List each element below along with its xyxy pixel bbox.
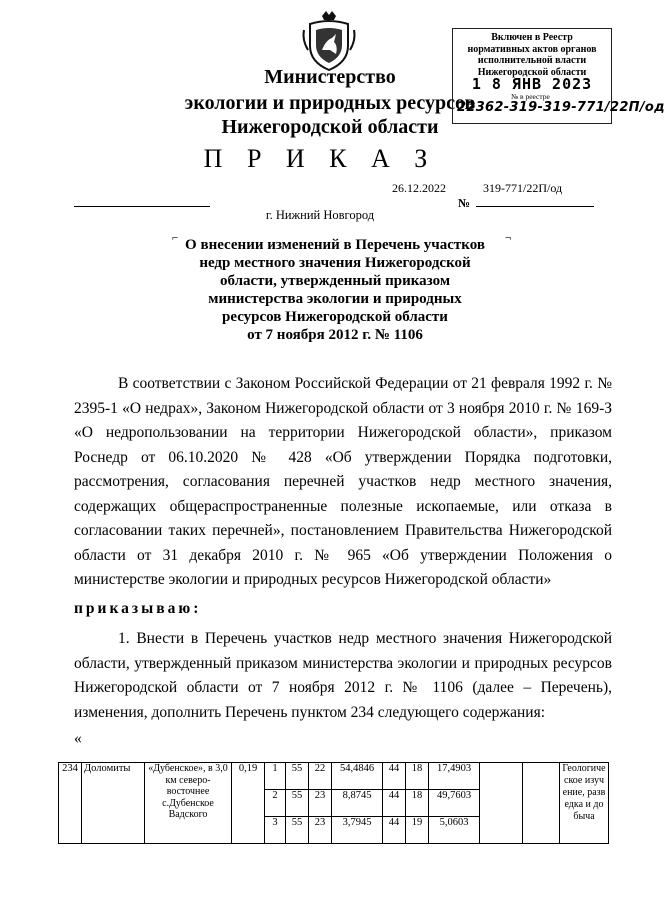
lat-minutes: 22 bbox=[309, 763, 332, 790]
title-line2: недр местного значения Нижегородской bbox=[199, 255, 471, 271]
table-row bbox=[59, 763, 609, 790]
lon-minutes: 18 bbox=[406, 790, 429, 817]
date-underline-left bbox=[74, 206, 210, 207]
order-date: 26.12.2022 bbox=[392, 181, 446, 195]
title-corner-right: ¬ bbox=[505, 232, 512, 244]
document-body bbox=[74, 372, 612, 752]
number-underline bbox=[476, 206, 594, 207]
order-number: 319-771/22П/од bbox=[483, 181, 563, 195]
ministry-name-line3: Нижегородской области bbox=[221, 116, 439, 138]
lon-degrees: 44 bbox=[383, 763, 406, 790]
ministry-name-line2: экологии и природных ресурсов bbox=[184, 92, 476, 114]
mineral-type: Доломиты bbox=[82, 763, 145, 844]
quote-open: « bbox=[74, 730, 82, 747]
lat-degrees: 55 bbox=[286, 817, 309, 844]
document-title bbox=[170, 236, 500, 344]
order-word: приказываю: bbox=[74, 599, 202, 617]
lon-degrees: 44 bbox=[383, 790, 406, 817]
stamp-date: 1 8 ЯНВ 2023 bbox=[471, 75, 593, 93]
item-1-paragraph: 1. Внести в Перечень участков недр местного значения Нижегородской области, утвержденный приказом министерства экологии и природных ресурсов Нижегородской области от 7 ноября 2012 г. № 1106 (далее – Перечень), изменения, дополнить Перечень пунктом 234 следующего содержания: bbox=[74, 630, 612, 721]
lat-minutes: 23 bbox=[309, 817, 332, 844]
purpose: Геологическое изучение, разведка и добыча bbox=[560, 763, 609, 844]
registry-stamp bbox=[452, 28, 665, 124]
lat-minutes: 23 bbox=[309, 790, 332, 817]
subsoil-list-table bbox=[58, 762, 609, 844]
empty-cell bbox=[523, 763, 560, 844]
title-line5: ресурсов Нижегородской области bbox=[222, 309, 448, 325]
city: г. Нижний Новгород bbox=[265, 208, 375, 222]
stamp-line4: Нижегородской области bbox=[477, 66, 587, 78]
stamp-line3: исполнительной власти bbox=[477, 55, 587, 66]
lat-seconds: 8,8745 bbox=[332, 790, 383, 817]
lon-degrees: 44 bbox=[383, 817, 406, 844]
site-description: «Дубенское», в 3,0 км северо-восточнее с.Дубенское Вадского bbox=[145, 763, 232, 844]
site-area: 0,19 bbox=[232, 763, 265, 844]
point-number: 2 bbox=[265, 790, 286, 817]
coat-of-arms-icon bbox=[300, 10, 358, 72]
lat-seconds: 54,4846 bbox=[332, 763, 383, 790]
lat-degrees: 55 bbox=[286, 790, 309, 817]
preamble-paragraph: В соответствии с Законом Российской Федерации от 21 февраля 1992 г. № 2395-1 «О недрах», Законом Нижегородской области от 3 ноября 2010 г. № 169-З «О недропользовании на территории Нижегородской области», приказом Роснедр от 06.10.2020 № 428 «Об утверждении Порядка подготовки, рассмотрения, согласования перечней участков недр местного значения, содержащих общераспространенные полезные ископаемые, или отказа в согласовании таких перечней», постановлением Правительства Нижегородской области от 31 декабря 2010 г. № 965 «Об утверждении Положения о министерстве экологии и природных ресурсов Нижегородской области» bbox=[74, 375, 612, 588]
lon-minutes: 19 bbox=[406, 817, 429, 844]
stamp-line2: нормативных актов органов bbox=[467, 43, 597, 55]
title-corner-left: ⌐ bbox=[172, 232, 179, 244]
stamp-reg-label: № в реестре bbox=[511, 91, 550, 101]
point-number: 1 bbox=[265, 763, 286, 790]
number-sign: № bbox=[458, 196, 471, 210]
ministry-name-line1: Министерство bbox=[264, 66, 396, 88]
lon-seconds: 5,0603 bbox=[429, 817, 480, 844]
title-line3: области, утвержденный приказом bbox=[219, 273, 451, 289]
stamp-reg-number: 22362-319-319-771/22П/од bbox=[457, 100, 665, 115]
lon-minutes: 18 bbox=[406, 763, 429, 790]
point-number: 3 bbox=[265, 817, 286, 844]
document-type: П Р И К А З bbox=[203, 144, 437, 173]
title-line4: министерства экологии и природных bbox=[208, 291, 462, 307]
title-line1: О внесении изменений в Перечень участков bbox=[185, 237, 485, 253]
lon-seconds: 17,4903 bbox=[429, 763, 480, 790]
empty-cell bbox=[480, 763, 523, 844]
item-number: 234 bbox=[59, 763, 82, 844]
lat-seconds: 3,7945 bbox=[332, 817, 383, 844]
title-line6: от 7 ноября 2012 г. № 1106 bbox=[247, 327, 423, 343]
stamp-line1: Включен в Реестр bbox=[491, 32, 573, 43]
lon-seconds: 49,7603 bbox=[429, 790, 480, 817]
lat-degrees: 55 bbox=[286, 763, 309, 790]
